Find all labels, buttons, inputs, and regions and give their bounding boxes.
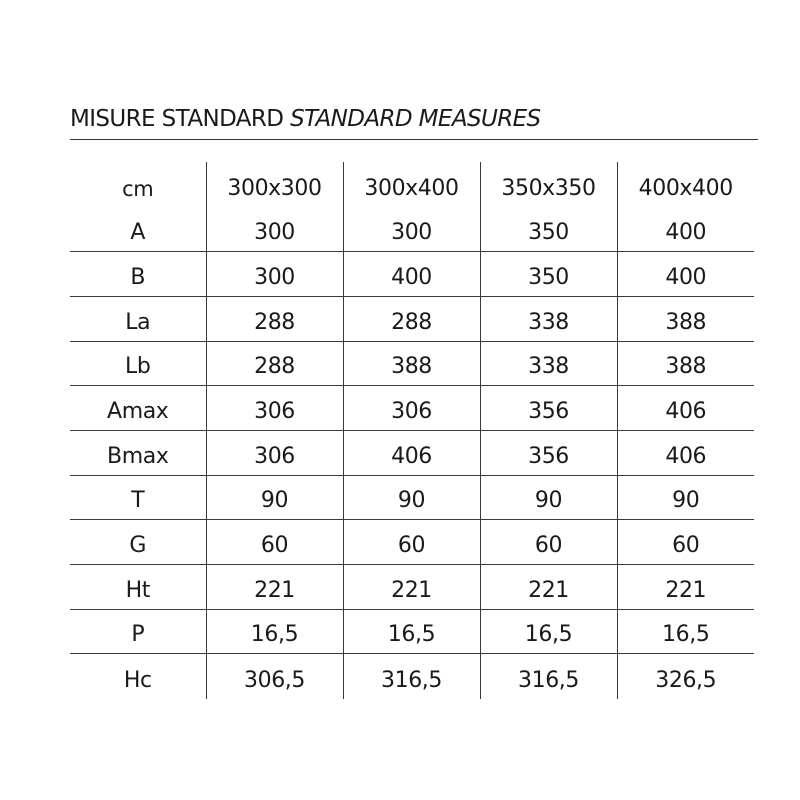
table-row	[70, 475, 754, 520]
table-cell: 16,5	[480, 609, 617, 654]
column-header: 300x400	[343, 162, 480, 207]
table-cell: 400	[617, 207, 754, 252]
table-cell: 90	[617, 475, 754, 520]
row-label: Hc	[123, 667, 152, 693]
table-cell: 356	[480, 386, 617, 431]
table-cell: 16,5	[343, 609, 480, 654]
table-cell: 60	[617, 520, 754, 565]
table-cell: 326,5	[617, 654, 754, 699]
table-cell: 221	[343, 565, 480, 610]
table-row	[70, 341, 754, 386]
table-row	[70, 207, 754, 252]
row-label: P	[131, 622, 145, 648]
table-row	[70, 609, 754, 654]
table-cell: 356	[480, 430, 617, 475]
standard-measures-table	[70, 162, 754, 699]
table-cell: 306,5	[206, 654, 343, 699]
table-cell: 60	[480, 520, 617, 565]
title-sub: STANDARD MEASURES	[290, 106, 541, 132]
table-cell: 60	[343, 520, 480, 565]
table-cell: 16,5	[617, 609, 754, 654]
row-label: La	[125, 309, 151, 335]
table-cell: 400	[617, 252, 754, 297]
row-label: Ht	[125, 577, 150, 603]
table-cell: 406	[617, 386, 754, 431]
table-row	[70, 430, 754, 475]
unit-header: cm	[122, 177, 154, 201]
table-cell: 316,5	[480, 654, 617, 699]
table-cell: 338	[480, 296, 617, 341]
table-cell: 406	[343, 430, 480, 475]
table-cell: 60	[206, 520, 343, 565]
table-cell: 316,5	[343, 654, 480, 699]
table-cell: 406	[617, 430, 754, 475]
table-cell: 300	[206, 207, 343, 252]
table-cell: 400	[343, 252, 480, 297]
table-cell: 221	[206, 565, 343, 610]
table-cell: 306	[343, 386, 480, 431]
table-cell: 388	[343, 341, 480, 386]
table-cell: 90	[480, 475, 617, 520]
table-cell: 90	[343, 475, 480, 520]
section-title	[70, 104, 758, 140]
table-cell: 221	[480, 565, 617, 610]
row-label: G	[129, 533, 147, 558]
row-label: Bmax	[107, 443, 169, 469]
table-row	[70, 296, 754, 341]
table-row	[70, 565, 754, 610]
table-cell: 388	[617, 296, 754, 341]
table-cell: 300	[206, 252, 343, 297]
title-main: MISURE STANDARD	[70, 106, 284, 132]
table-cell: 350	[480, 207, 617, 252]
table-row	[70, 654, 754, 699]
table-cell: 90	[206, 475, 343, 520]
table-cell: 338	[480, 341, 617, 386]
table-cell: 306	[206, 430, 343, 475]
table-header-row	[70, 162, 754, 207]
table-cell: 300	[343, 207, 480, 252]
table-cell: 388	[617, 341, 754, 386]
row-label: B	[130, 264, 146, 290]
row-label: Amax	[107, 398, 169, 424]
row-label: A	[130, 220, 146, 246]
column-header: 350x350	[480, 162, 617, 207]
table-body	[70, 207, 754, 699]
table-cell: 288	[206, 341, 343, 386]
column-header: 400x400	[617, 162, 754, 207]
table-row	[70, 520, 754, 565]
column-header: 300x300	[206, 162, 343, 207]
table-cell: 221	[617, 565, 754, 610]
row-label: T	[131, 488, 145, 514]
table-cell: 16,5	[206, 609, 343, 654]
table-row	[70, 386, 754, 431]
table-cell: 288	[343, 296, 480, 341]
row-label: Lb	[125, 354, 151, 380]
table-cell: 306	[206, 386, 343, 431]
table-cell: 288	[206, 296, 343, 341]
table-row	[70, 252, 754, 297]
table-cell: 350	[480, 252, 617, 297]
